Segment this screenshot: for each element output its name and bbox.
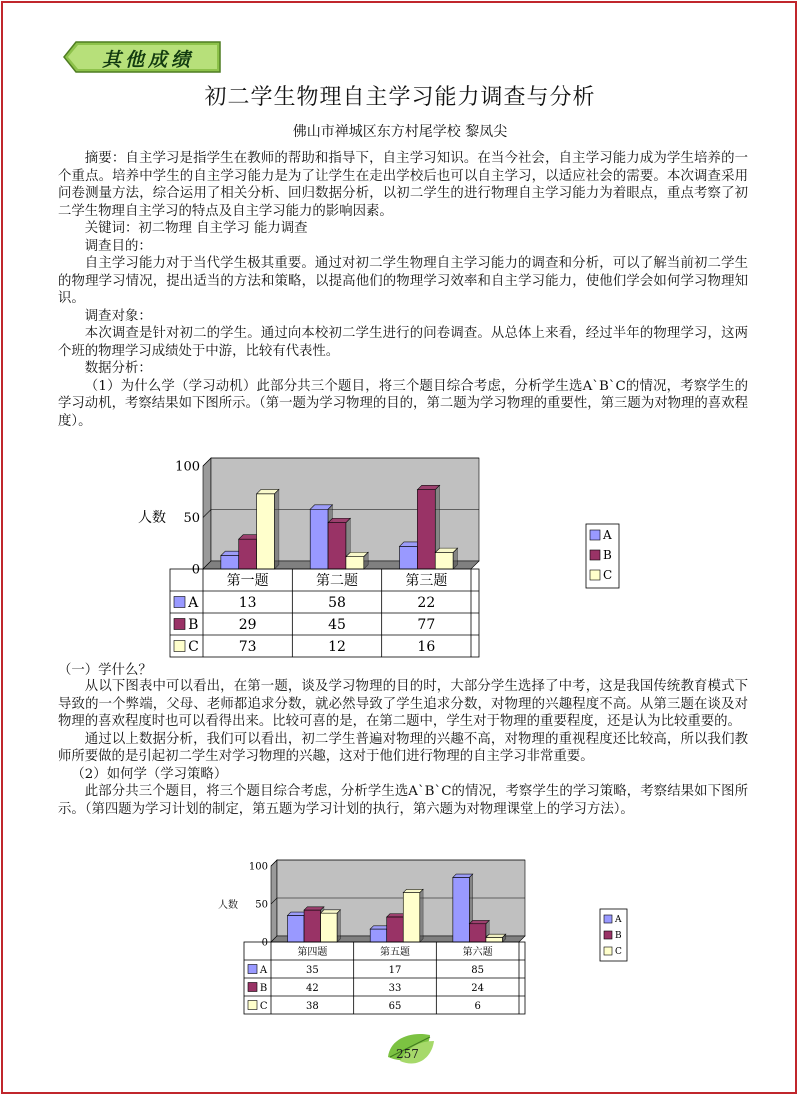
bar xyxy=(288,915,305,942)
y-tick-label: 0 xyxy=(261,937,268,949)
legend-label: B xyxy=(603,548,612,562)
legend-label: A xyxy=(615,915,622,925)
subject-paragraph: 本次调查是针对初二的学生。通过向本校初二学生进行的问卷调查。从总体上来看，经过半年的物理学习，这两个班的物理学习成绩处于中游，比较有代表性。 xyxy=(58,326,748,359)
section-heading-what: （一）学什么？ xyxy=(58,663,152,678)
table-series-name: C xyxy=(259,1000,268,1012)
page-number-badge xyxy=(380,1027,440,1073)
table-series-swatch xyxy=(248,983,257,992)
y-tick-label: 50 xyxy=(183,511,200,527)
bar xyxy=(486,937,503,942)
data-value: 33 xyxy=(388,982,402,994)
bar xyxy=(370,929,387,942)
data-value: 13 xyxy=(238,594,257,611)
data-value: 29 xyxy=(238,616,257,633)
bar xyxy=(304,910,321,942)
keywords-line: 关键词：初二物理 自主学习 能力调查 xyxy=(84,221,308,236)
data-value: 42 xyxy=(305,982,319,994)
motivation-paragraph: （1）为什么学（学习动机）此部分共三个题目，将三个题目综合考虑，分析学生选A`B`C的情况，考察学生的学习动机，考察结果如下图所示。（第一题为学习物理的目的，第二题为学习物理的重要性，第三题为对物理的喜欢程度）。 xyxy=(58,378,748,429)
bar xyxy=(403,893,420,942)
data-value: 6 xyxy=(474,1000,481,1012)
bar xyxy=(469,924,486,942)
analysis-heading: 数据分析： xyxy=(84,361,152,376)
data-value: 77 xyxy=(417,616,436,633)
y-tick-label: 0 xyxy=(191,562,200,578)
data-value: 45 xyxy=(328,616,346,633)
data-value: 73 xyxy=(238,638,257,655)
category-label: 第二题 xyxy=(316,572,358,589)
article-title: 初二学生物理自主学习能力调查与分析 xyxy=(204,85,596,110)
page-number: 257 xyxy=(396,1047,419,1061)
table-series-name: A xyxy=(188,594,199,611)
section-tag-text: 其他成绩 xyxy=(102,49,195,71)
category-label: 第四题 xyxy=(297,946,328,958)
table-series-swatch xyxy=(248,965,257,974)
category-label: 第六题 xyxy=(462,946,493,958)
y-tick-label: 50 xyxy=(255,899,268,911)
data-value: 58 xyxy=(328,594,346,611)
legend-swatch xyxy=(604,915,612,923)
purpose-heading: 调查目的： xyxy=(84,238,152,254)
data-value: 85 xyxy=(471,964,485,976)
table-series-name: A xyxy=(259,964,268,976)
data-value: 65 xyxy=(388,1000,402,1012)
data-value: 12 xyxy=(328,638,346,655)
legend-label: A xyxy=(603,528,612,542)
bar-side xyxy=(337,910,340,942)
abstract-paragraph: 摘要：自主学习是指学生在教师的帮助和指导下，自主学习知识。在当今社会，自主学习能力成为学生培养的一个重点。培养中学生的自主学习能力是为了让学生在走出学校后也可以自主学习，以适应社会的需要。本次调查采用问卷测量方法，综合运用了相关分析、回归数据分析，以初二学生的进行物理自主学习能力为着眼点，重点考察了初二学生物理自主学习的特点及自主学习能力的影响因素。 xyxy=(58,151,748,219)
legend-label: C xyxy=(603,568,613,582)
subject-heading: 调查对象： xyxy=(84,308,152,324)
bar xyxy=(453,877,470,942)
table-series-name: B xyxy=(188,616,199,633)
analysis-paragraph-1: 从以下图表中可以看出，在第一题，谈及学习物理的目的时，大部分学生选择了中考，这是我国传统教育模式下导致的一个弊端，父母、老师都追求分数，就必然导致了学生追求分数，对物理的兴趣程度不高。从第三题在谈及对物理的喜欢程度时也可以看得出来。比较可喜的是，在第二题中，学生对于物理的重要程度，还是认为比较重要的。 xyxy=(58,679,748,729)
category-label: 第一题 xyxy=(226,572,269,589)
data-value: 22 xyxy=(417,594,436,611)
legend-label: C xyxy=(615,947,622,957)
bar xyxy=(321,913,338,942)
bar xyxy=(387,917,404,942)
table-series-name: B xyxy=(259,982,268,994)
y-tick-label: 100 xyxy=(248,861,268,873)
data-value: 38 xyxy=(305,1000,319,1012)
category-label: 第三题 xyxy=(405,572,448,589)
legend-swatch xyxy=(604,931,612,939)
purpose-paragraph: 自主学习能力对于当代学生极其重要。通过对初二学生物理自主学习能力的调查和分析，可以了解当前初二学生的物理学习情况，提出适当的方法和策略，以提高他们的物理学习效率和自主学习能力，使他们学会如何学习物理知识。 xyxy=(58,256,748,306)
legend-swatch xyxy=(604,947,612,955)
data-value: 35 xyxy=(305,964,319,976)
data-value: 16 xyxy=(417,638,436,655)
strategy-heading: （2）如何学（学习策略） xyxy=(71,766,228,782)
table-series-name: C xyxy=(188,638,199,655)
y-tick-label: 100 xyxy=(175,459,200,475)
data-value: 24 xyxy=(471,982,485,994)
article-author: 佛山市禅城区东方村尾学校 黎凤尖 xyxy=(292,124,508,140)
y-axis-label: 人数 xyxy=(138,510,166,526)
legend-label: B xyxy=(615,931,622,941)
category-label: 第五题 xyxy=(380,946,410,958)
analysis-paragraph-2: 通过以上数据分析，我们可以看出，初二学生普遍对物理的兴趣不高，对物理的重视程度还比较高，所以我们教师所要做的是引起初二学生对学习物理的兴趣，这对于他们进行物理的自主学习非常重要。 xyxy=(58,731,748,764)
table-series-swatch xyxy=(248,1001,257,1010)
y-axis-label: 人数 xyxy=(218,900,238,911)
bar-side xyxy=(420,889,423,942)
strategy-paragraph: 此部分共三个题目，将三个题目综合考虑，分析学生选A`B`C的情况，考察学生的学习策略，考察结果如下图所示。（第四题为学习计划的制定，第五题为学习计划的执行，第六题为对物理课堂上的学习方法）。 xyxy=(58,784,748,817)
data-value: 17 xyxy=(388,964,402,976)
